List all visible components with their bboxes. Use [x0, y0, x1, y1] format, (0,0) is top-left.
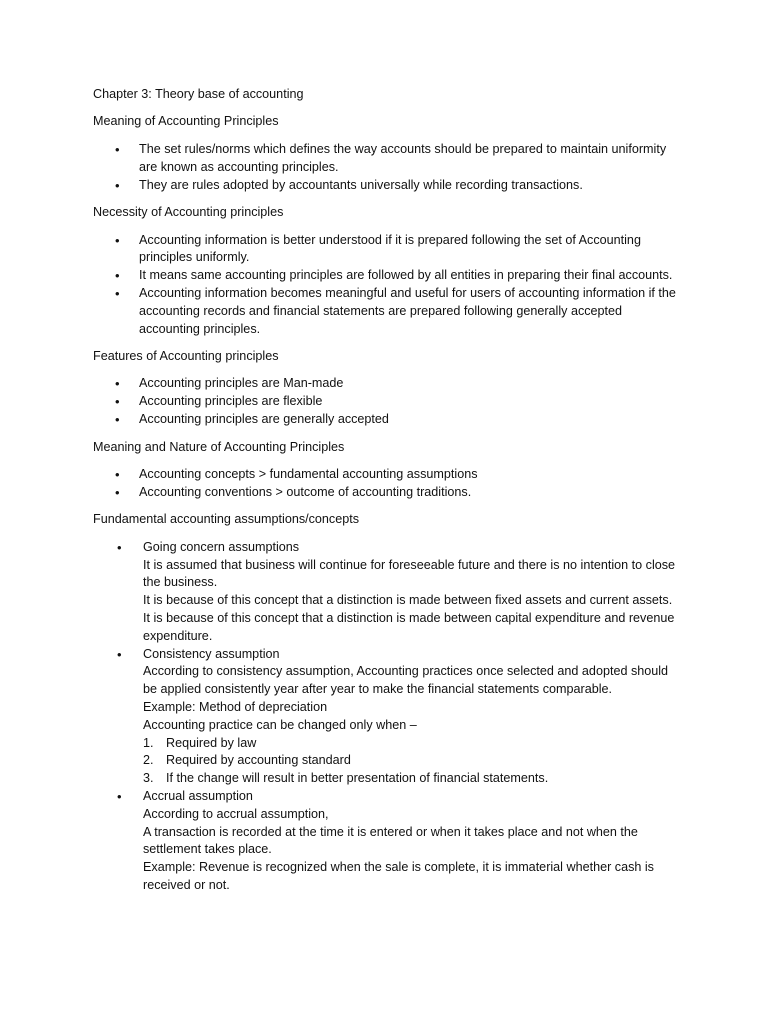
assumption-line: A transaction is recorded at the time it is entered or when it takes place and not when the settlement takes place. [143, 824, 638, 857]
assumption-title: • Consistency assumption [143, 646, 280, 661]
assumption-line: It is because of this concept that a distinction is made between capital expenditure and revenue expenditure. [143, 611, 675, 643]
item-number: 1. [143, 735, 154, 750]
numbered-item [143, 770, 678, 788]
assumption-title: • Accrual assumption [143, 788, 253, 803]
numbered-item [143, 752, 678, 770]
section-heading: Meaning and Nature of Accounting Principles [93, 439, 345, 454]
assumption-line: It is assumed that business will continue for foreseeable future and there is no intention to close the business. [143, 557, 676, 590]
bullet-item: • Accounting conventions > outcome of accounting traditions. [93, 484, 678, 502]
section-heading: Fundamental accounting assumptions/concepts [93, 512, 360, 527]
assumption-accrual [93, 788, 678, 895]
assumption-title: • Going concern assumptions [143, 539, 300, 554]
item-text: If the change will result in better presentation of financial statements. [166, 771, 549, 786]
assumption-line: Accounting practice can be changed only when – [143, 717, 417, 732]
item-text: Required by accounting standard [166, 753, 351, 768]
document-body [93, 86, 678, 904]
item-number: 2. [143, 753, 154, 768]
bullet-list [93, 232, 678, 339]
bullet-item: • Accounting information becomes meaningful and useful for users of accounting information if the accounting records and financial statements are prepared following generally accepted accounting principles. [93, 285, 678, 338]
item-text: Required by law [166, 735, 257, 750]
item-number: 3. [143, 771, 154, 786]
bullet-list [93, 141, 678, 194]
bullet-item: • Accounting principles are generally accepted [93, 411, 678, 429]
bullet-item: • They are rules adopted by accountants universally while recording transactions. [93, 177, 678, 195]
assumption-consistency [93, 646, 678, 788]
assumption-line: According to accrual assumption, [143, 806, 329, 821]
assumption-line: According to consistency assumption, Accounting practices once selected and adopted should be applied consistently year after year to make the financial statements comparable. [143, 664, 669, 697]
section-heading: Necessity of Accounting principles [93, 205, 284, 220]
numbered-item [143, 735, 678, 753]
bullet-list [93, 375, 678, 428]
bullet-item: • It means same accounting principles are followed by all entities in preparing their final accounts. [93, 267, 678, 285]
bullet-item: • Accounting concepts > fundamental accounting assumptions [93, 466, 678, 484]
section-heading: Features of Accounting principles [93, 349, 279, 363]
bullet-item: • The set rules/norms which defines the way accounts should be prepared to maintain uniformity are known as accounting principles. [93, 141, 678, 177]
assumption-list [93, 539, 678, 895]
numbered-list [143, 735, 678, 788]
bullet-item: • Accounting principles are Man-made [93, 375, 678, 393]
assumption-line: Example: Revenue is recognized when the sale is complete, it is immaterial whether cash is received or not. [143, 860, 654, 892]
chapter-title: Chapter 3: Theory base of accounting [93, 87, 304, 101]
bullet-item: • Accounting principles are flexible [93, 393, 678, 411]
bullet-list [93, 466, 678, 502]
assumption-line: It is because of this concept that a distinction is made between fixed assets and current assets. [143, 593, 673, 608]
bullet-item: • Accounting information is better understood if it is prepared following the set of Accounting principles uniformly. [93, 232, 678, 268]
assumption-line: Example: Method of depreciation [143, 699, 328, 714]
assumption-going-concern [93, 539, 678, 646]
section-heading: Meaning of Accounting Principles [93, 114, 279, 129]
